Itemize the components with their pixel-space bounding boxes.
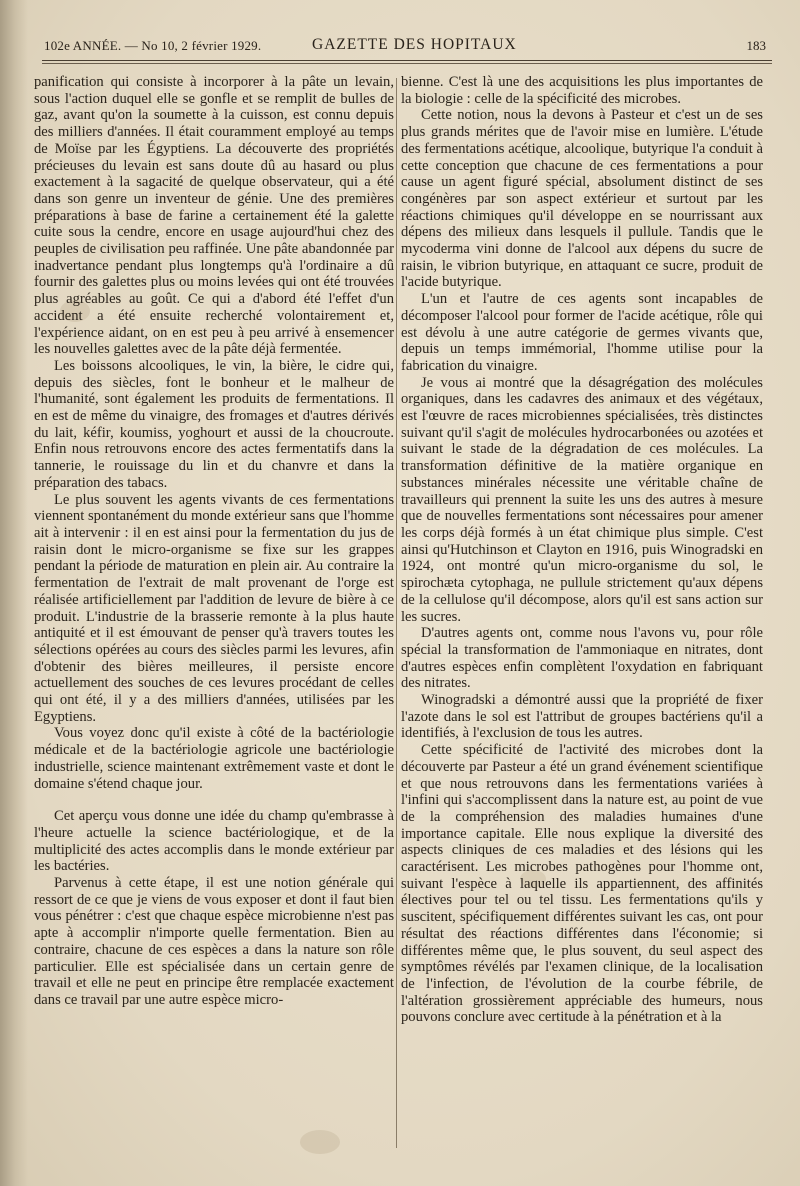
right-column [401, 74, 763, 1026]
paragraph: Vous voyez donc qu'il existe à côté de la bactériologie médicale et de la bactériologie agricole une bactériologie industrielle, science maintenant extrêmement vaste et dont le domaine s'étend chaque jour. [34, 725, 394, 792]
header-rule [42, 60, 772, 61]
paragraph: panification qui consiste à incorporer à la pâte un levain, sous l'action duquel elle se gonfle et se remplit de bulles de gaz, avant qu'on la soumette à la cuisson, est connu depuis des milliers d'années. Il était couramment employé au temps de Moïse par les Égyptiens. La découverte des propriétés précieuses du levain est sans doute dû au hasard ou plus exactement à la sagacité de quelque observateur, qui a été dans son genre un inventeur de génie. Une des premières préparations à base de farine a certainement été la galette cuite sous la cendre, encore en usage aujourd'hui chez des peuples de civilisation peu raffinée. Une pâte abandonnée par inadvertance pendant plus longtemps qu'à l'ordinaire a dû fournir des galettes plus ou moins levées qui ont été trouvées plus agréables au goût. Ce qui a d'abord été l'effet d'un accident a été ensuite recherché volontairement et, l'expérience aidant, on en est peu à peu arrivé à ensemencer les nouvelles galettes avec de la pâte déjà fermentée. [34, 74, 394, 358]
paper-stain [300, 1130, 340, 1154]
paragraph: L'un et l'autre de ces agents sont incapables de décomposer l'alcool pour former de l'acide acétique, rôle qui est dévolu à une autre catégorie de germes vivants que, depuis un temps immémorial, l'homme utilise pour la fabrication du vinaigre. [401, 291, 763, 374]
header-rule-secondary [42, 63, 772, 64]
left-column [34, 74, 394, 1009]
page-header [40, 36, 770, 58]
paragraph: Le plus souvent les agents vivants de ces fermentations viennent spontanément du monde extérieur sans que l'homme ait à intervenir : il en est ainsi pour la fermentation du jus de raisin dont le micro-organisme se fixe sur les grappes pendant la période de maturation en plein air. Au contraire la fermentation de l'extrait de malt provenant de l'orge est réalisée artificiellement par l'addition de levure de bière à ce produit. L'industrie de la brasserie remonte à la plus haute antiquité et il est émouvant de penser qu'à travers toutes les sélections opérées au cours des siècles parmi les levures, afin d'obtenir des bières meilleures, il persiste encore actuellement des souches de ces levures procédant de celles qui ont été, il y a des milliers d'années, utilisées par les Egyptiens. [34, 491, 394, 725]
paragraph: D'autres agents ont, comme nous l'avons vu, pour rôle spécial la transformation de l'ammoniaque en nitrates, dont d'autres espèces enfin complètent l'oxydation en fabriquant des nitrates. [401, 625, 763, 692]
paragraph: Winogradski a démontré aussi que la propriété de fixer l'azote dans le sol est l'attribut de groupes bactériens qu'il a identifiés, à l'exclusion de tous les autres. [401, 692, 763, 742]
paragraph: Cette spécificité de l'activité des microbes dont la découverte par Pasteur a été un grand événement scientifique et que nous retrouvons dans les fermentations variées à l'infini qui s'accomplissent dans la nature est, au point de vue de la compréhension des maladies humaines d'une importance capitale. Elle nous explique la diversité des aspects cliniques de ces maladies et des lésions qui les caractérisent. Les microbes pathogènes pour l'homme ont, suivant l'espèce à laquelle ils appartiennent, des affinités électives pour tel ou tel tissu. Les fermentations qu'ils y suscitent, spécifiquement différentes suivant les cas, ont pour résultat des réactions différentes dans l'économie; si différentes même que, le plus souvent, du seul aspect des symptômes révélés par l'examen clinique, de la localisation de l'infection, de l'évolution de la courbe fébrile, de l'altération grossièrement appréciable des humeurs, nous pouvons conclure avec certitude à la pénétration et à la [401, 742, 763, 1026]
paragraph: Cette notion, nous la devons à Pasteur et c'est un de ses plus grands mérites que de l'avoir mise en lumière. L'étude des fermentations acétique, alcoolique, butyrique l'a conduit à cette conception que chacune de ces fermentations a pour cause un agent figuré spécial, absolument distinct de ses congénères par son aspect extérieur et surtout par les réactions chimiques qu'il développe en se nourrissant aux dépens des milieux dans lesquels il pullule. Tandis que le mycoderma vini donne de l'alcool aux dépens du sucre de raisin, le vibrion butyrique, en attaquant ce sucre, produit de l'acide butyrique. [401, 107, 763, 291]
paragraph: Les boissons alcooliques, le vin, la bière, le cidre qui, depuis des siècles, font le bonheur et le malheur de l'humanité, sont également les produits de fermentations. Il en est de même du vinaigre, des fromages et d'autres dérivés du lait, kéfir, koumiss, yoghourt et aussi de la choucroute. Enfin nous retrouvons encore des actes fermentatifs dans la tannerie, le rouissage du lin et du chanvre et dans la préparation des tabacs. [34, 357, 394, 491]
paragraph: Je vous ai montré que la désagrégation des molécules organiques, dans les cadavres des animaux et des végétaux, est l'œuvre de races microbiennes spécialisées, très distinctes suivant qu'il s'agit de molécules hydrocarbonées ou azotées et suivant le stade de la dégradation de ces molécules. La transformation définitive de la matière organique en substances minérales nécessite une véritable chaîne de travailleurs qui prennent la suite les uns des autres à mesure que de nouvelles fermentations sont nécessaires pour amener les corps déjà formés à un état chimique plus simple. C'est ainsi qu'Hutchinson et Clayton en 1916, puis Winogradski en 1924, ont montré qu'un micro-organisme du sol, le spirochæta cytophaga, ne pullule strictement qu'aux dépens de la cellulose qu'il décompose, alors qu'il est sans action sur les sucres. [401, 374, 763, 625]
paragraph: Parvenus à cette étape, il est une notion générale qui ressort de ce que je viens de vous exposer et dont il faut bien vous pénétrer : c'est que chaque espèce microbienne n'est pas apte à accomplir n'importe quelle fermentation. Bien au contraire, chacune de ces espèces a dans la nature son rôle particulier. Elle est spécialisée dans un certain genre de travail et elle ne peut en principe être remplacée exactement dans ce travail par une autre espèce micro- [34, 875, 394, 1008]
column-separator [396, 78, 397, 1148]
page-binding-edge [0, 0, 28, 1186]
paragraph: bienne. C'est là une des acquisitions les plus importantes de la biologie : celle de la spécificité des microbes. [401, 74, 763, 107]
page-number: 183 [746, 38, 766, 53]
paragraph: Cet aperçu vous donne une idée du champ qu'embrasse à l'heure actuelle la science bactériologique, et de la multiplicité des actes accomplis dans le monde extérieur par les bactéries. [34, 808, 394, 875]
issue-info: 102e ANNÉE. — No 10, 2 février 1929. [44, 38, 262, 53]
journal-title: GAZETTE DES HOPITAUX [312, 36, 517, 53]
